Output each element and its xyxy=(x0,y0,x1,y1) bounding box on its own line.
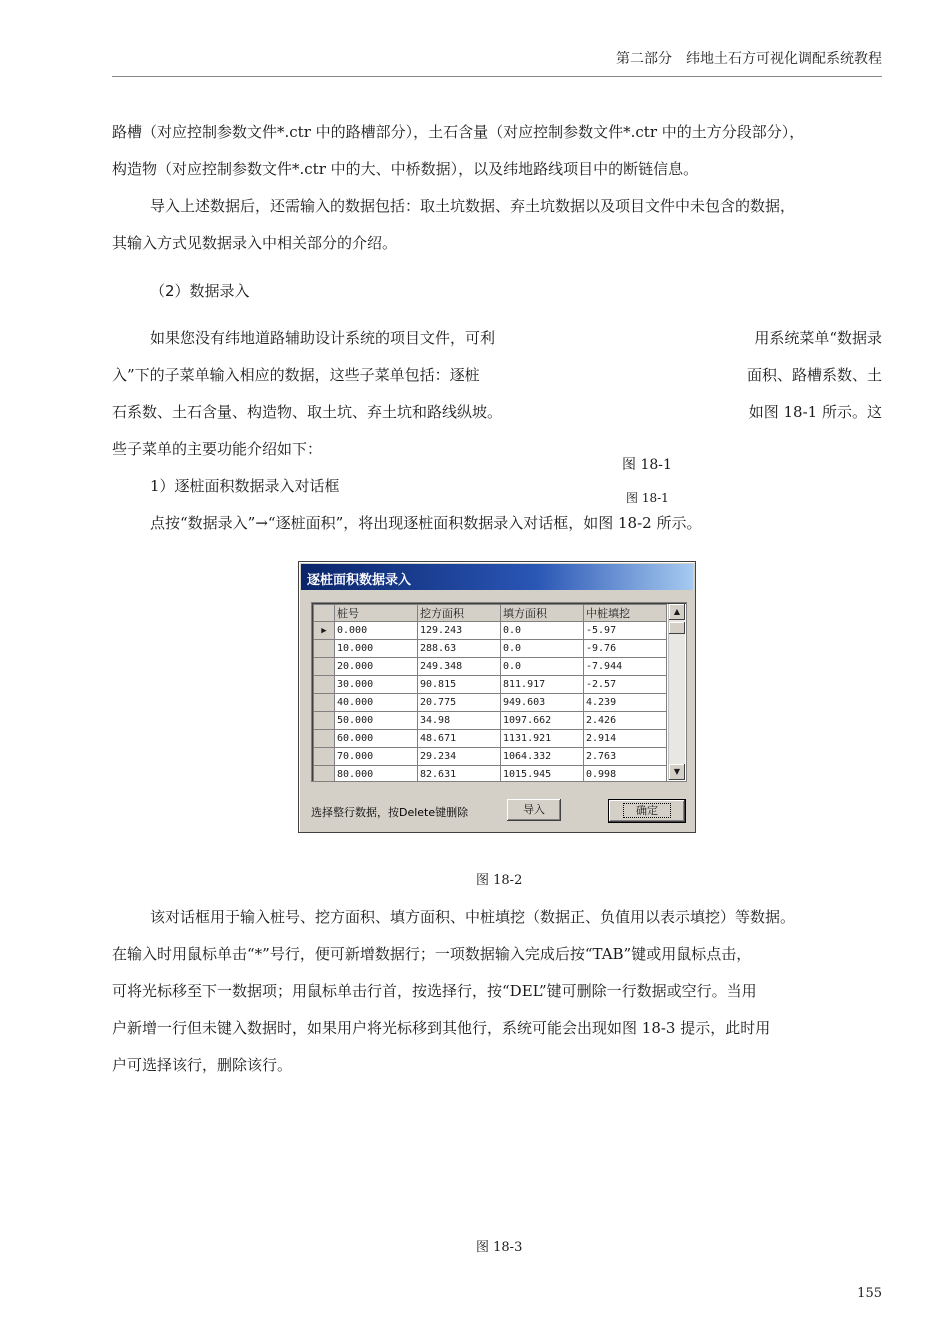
text-line: 石系数、土石含量、构造物、取土坑、弃土坑和路线纵坡。 xyxy=(112,403,503,421)
data-grid[interactable] xyxy=(311,602,687,782)
dialog-title: 逐桩面积数据录入 xyxy=(307,573,412,588)
list-item-heading: 1）逐桩面积数据录入对话框 xyxy=(150,477,340,495)
table-row[interactable] xyxy=(314,622,667,640)
figure-caption: 图 18-3 xyxy=(476,1240,523,1255)
header-title: 纬地土石方可视化调配系统教程 xyxy=(686,51,882,67)
table-cell[interactable]: 2.426 xyxy=(584,712,667,730)
table-cell[interactable]: 249.348 xyxy=(418,658,501,676)
scroll-thumb[interactable] xyxy=(669,622,685,634)
column-header-fill-area[interactable]: 填方面积 xyxy=(501,605,584,622)
table-cell[interactable]: 2.763 xyxy=(584,748,667,766)
table-cell[interactable]: 40.000 xyxy=(335,694,418,712)
column-header-center-cut-fill[interactable]: 中桩填挖 xyxy=(584,605,667,622)
table-cell[interactable]: 80.000 xyxy=(335,766,418,783)
table-cell[interactable]: 0.0 xyxy=(501,622,584,640)
page-number: 155 xyxy=(857,1286,882,1301)
table-cell[interactable]: 0.0 xyxy=(501,658,584,676)
paragraph-1 xyxy=(112,114,882,188)
text-line: 如图 18-1 所示。这 xyxy=(748,403,882,421)
paragraph-3-right xyxy=(747,320,882,431)
delete-hint-label: 选择整行数据，按Delete键删除 xyxy=(311,806,469,819)
table-cell[interactable]: -5.97 xyxy=(584,622,667,640)
text-line: 导入上述数据后，还需输入的数据包括：取土坑数据、弃土坑数据以及项目文件中未包含的数据， xyxy=(150,197,796,215)
table-row[interactable] xyxy=(314,694,667,712)
table-cell[interactable]: 34.98 xyxy=(418,712,501,730)
scroll-up-arrow-icon[interactable]: ▲ xyxy=(669,604,685,620)
text-line: 可将光标移至下一数据项；用鼠标单击行首，按选择行，按“DEL”键可删除一行数据或空行。当用 xyxy=(112,982,757,1000)
table-cell[interactable]: 48.671 xyxy=(418,730,501,748)
table-row[interactable] xyxy=(314,730,667,748)
table-cell[interactable]: 1015.945 xyxy=(501,766,584,783)
table-cell[interactable]: 4.239 xyxy=(584,694,667,712)
table-cell[interactable]: 0.0 xyxy=(501,640,584,658)
table-row[interactable] xyxy=(314,658,667,676)
table-row[interactable] xyxy=(314,748,667,766)
row-selector[interactable] xyxy=(314,766,335,783)
figure-caption: 图 18-2 xyxy=(476,873,523,888)
table-cell[interactable]: 811.917 xyxy=(501,676,584,694)
table-cell[interactable]: -2.57 xyxy=(584,676,667,694)
row-selector[interactable] xyxy=(314,658,335,676)
table-cell[interactable]: 2.914 xyxy=(584,730,667,748)
column-header-cut-area[interactable]: 挖方面积 xyxy=(418,605,501,622)
table-cell[interactable]: 82.631 xyxy=(418,766,501,783)
scroll-down-arrow-icon[interactable]: ▼ xyxy=(669,764,685,780)
table-cell[interactable]: 1097.662 xyxy=(501,712,584,730)
vertical-scrollbar[interactable] xyxy=(668,604,685,780)
table-row[interactable] xyxy=(314,766,667,783)
header-rule xyxy=(112,76,882,77)
paragraph-5 xyxy=(112,899,882,1084)
table-cell[interactable]: 949.603 xyxy=(501,694,584,712)
text-line: 用系统菜单“数据录 xyxy=(754,329,882,347)
figure-caption: 图 18-1 xyxy=(622,457,672,473)
text-line: 构造物（对应控制参数文件*.ctr 中的大、中桥数据），以及纬地路线项目中的断链信息。 xyxy=(112,160,699,178)
text-line: 入”下的子菜单输入相应的数据，这些子菜单包括：逐桩 xyxy=(112,366,480,384)
table-cell[interactable]: 129.243 xyxy=(418,622,501,640)
table-row[interactable] xyxy=(314,640,667,658)
text-line: 面积、路槽系数、土 xyxy=(746,366,882,384)
paragraph-3-left xyxy=(112,320,502,468)
table-row[interactable] xyxy=(314,712,667,730)
paragraph-2 xyxy=(112,188,882,262)
import-button[interactable]: 导入 xyxy=(507,799,561,821)
section-subheading: （2）数据录入 xyxy=(150,282,250,300)
table-row[interactable] xyxy=(314,676,667,694)
table-cell[interactable]: 0.000 xyxy=(335,622,418,640)
table-cell[interactable]: 1131.921 xyxy=(501,730,584,748)
area-table xyxy=(313,604,667,782)
table-cell[interactable]: 10.000 xyxy=(335,640,418,658)
table-cell[interactable]: 288.63 xyxy=(418,640,501,658)
table-cell[interactable]: 0.998 xyxy=(584,766,667,783)
table-cell[interactable]: 20.775 xyxy=(418,694,501,712)
table-cell[interactable]: 20.000 xyxy=(335,658,418,676)
row-indicator-header xyxy=(314,605,335,622)
ok-button[interactable] xyxy=(609,800,685,822)
paragraph-4: 点按“数据录入”→“逐桩面积”，将出现逐桩面积数据录入对话框，如图 18-2 所示。 xyxy=(150,514,702,532)
text-line: 如果您没有纬地道路辅助设计系统的项目文件，可利 xyxy=(150,329,496,347)
text-line: 在输入时用鼠标单击“*”号行，便可新增数据行；一项数据输入完成后按“TAB”键或用鼠标点击， xyxy=(112,945,752,963)
dialog-title-bar[interactable] xyxy=(301,564,693,590)
text-line: 该对话框用于输入桩号、挖方面积、填方面积、中桩填挖（数据正、负值用以表示填挖）等数据。 xyxy=(150,908,796,926)
row-selector[interactable] xyxy=(314,676,335,694)
text-line: 路槽（对应控制参数文件*.ctr 中的路槽部分），土石含量（对应控制参数文件*.ctr 中的土方分段部分）， xyxy=(112,123,805,141)
table-cell[interactable]: 70.000 xyxy=(335,748,418,766)
header-part: 第二部分 xyxy=(616,51,672,67)
figure-caption: 图 18-1 xyxy=(626,491,669,505)
table-cell[interactable]: 1064.332 xyxy=(501,748,584,766)
table-cell[interactable]: 60.000 xyxy=(335,730,418,748)
text-line: 些子菜单的主要功能介绍如下： xyxy=(112,440,323,458)
area-entry-dialog xyxy=(298,561,696,833)
table-cell[interactable]: -7.944 xyxy=(584,658,667,676)
row-selector[interactable] xyxy=(314,694,335,712)
column-header-station[interactable]: 桩号 xyxy=(335,605,418,622)
table-cell[interactable]: -9.76 xyxy=(584,640,667,658)
text-line: 其输入方式见数据录入中相关部分的介绍。 xyxy=(112,234,398,252)
table-cell[interactable]: 50.000 xyxy=(335,712,418,730)
text-line: 户新增一行但未键入数据时，如果用户将光标移到其他行，系统可能会出现如图 18-3 提示，此时用 xyxy=(112,1019,771,1037)
table-header-row xyxy=(314,605,667,622)
table-cell[interactable]: 30.000 xyxy=(335,676,418,694)
row-selector[interactable] xyxy=(314,712,335,730)
row-selector[interactable] xyxy=(314,748,335,766)
row-selector[interactable] xyxy=(314,640,335,658)
table-cell[interactable]: 90.815 xyxy=(418,676,501,694)
row-selector[interactable] xyxy=(314,730,335,748)
running-header xyxy=(616,48,882,68)
ok-button-label: 确定 xyxy=(623,803,671,818)
table-cell[interactable]: 29.234 xyxy=(418,748,501,766)
current-row-indicator[interactable]: ▶ xyxy=(314,622,335,640)
text-line: 户可选择该行，删除该行。 xyxy=(112,1056,293,1074)
